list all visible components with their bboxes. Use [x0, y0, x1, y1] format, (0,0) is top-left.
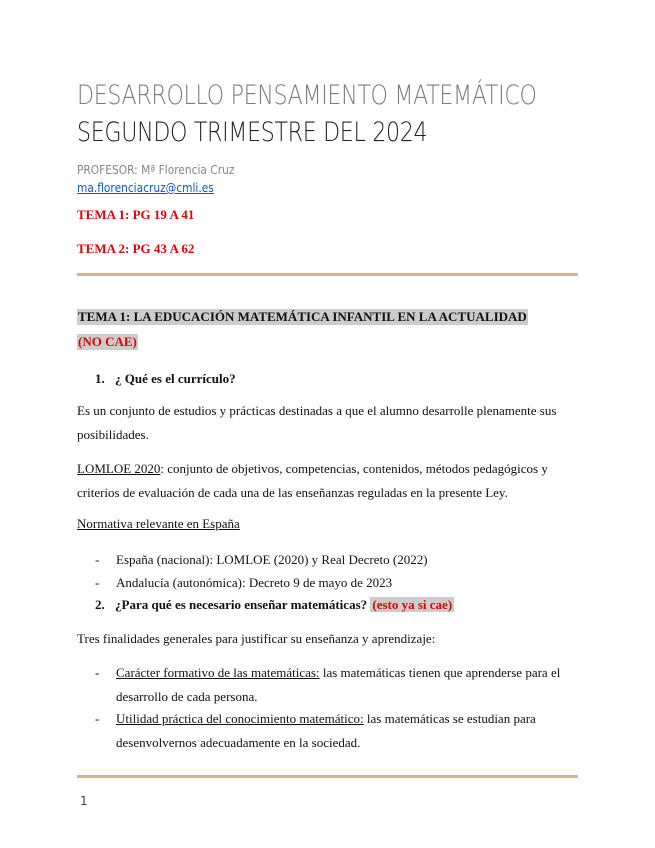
professor-email-link[interactable]: ma.florenciacruz@cmli.es — [77, 180, 214, 195]
finalidad-term: Utilidad práctica del conocimiento matemático: — [116, 711, 364, 726]
tema2-pages: TEMA 2: PG 43 A 62 — [77, 241, 195, 256]
question-1 — [95, 371, 236, 387]
finalidades-intro: Tres finalidades generales para justificar su enseñanza y aprendizaje: — [77, 631, 436, 646]
lomloe-term: LOMLOE 2020 — [77, 461, 161, 476]
list-item-text: Andalucía (autonómica): Decreto 9 de mayo de 2023 — [116, 575, 393, 590]
professor-name: PROFESOR: Mª Florencia Cruz — [77, 162, 235, 177]
question-2 — [95, 597, 454, 613]
bullet-dash: - — [95, 575, 100, 590]
finalidad-text: las matemáticas tienen que aprenderse para el desarrollo de cada persona. — [116, 665, 561, 704]
finalidad-text: las matemáticas se estudian para desenvolvernos adecuadamente en la sociedad. — [116, 711, 536, 750]
document-title: DESARROLLO PENSAMIENTO MATEMÁTICO — [77, 80, 537, 111]
page-number: 1 — [80, 794, 88, 808]
question-1-number: 1. — [95, 371, 105, 386]
finalidad-term: Carácter formativo de las matemáticas: — [116, 665, 320, 680]
divider — [77, 273, 578, 276]
list-item — [95, 661, 575, 709]
question-2-badge: (esto ya si cae) — [372, 597, 453, 612]
bullet-dash: - — [95, 552, 100, 567]
list-item — [95, 548, 575, 572]
list-item-text — [116, 707, 575, 755]
list-item — [95, 707, 575, 755]
section-note: (NO CAE) — [78, 334, 137, 349]
question-2-text: ¿Para qué es necesario enseñar matemáticas? — [115, 597, 368, 612]
section-heading: TEMA 1: LA EDUCACIÓN MATEMÁTICA INFANTIL EN LA ACTUALIDAD — [78, 309, 527, 324]
tema1-pages: TEMA 1: PG 19 A 41 — [77, 207, 195, 222]
list-item-text — [116, 661, 575, 709]
question-2-number: 2. — [95, 597, 105, 612]
bullet-dash: - — [95, 711, 100, 726]
lomloe-text: : conjunto de objetivos, competencias, contenidos, métodos pedagógicos y criterios de evaluación de cada una de las enseñanzas reguladas en la presente Ley. — [77, 461, 548, 500]
document-subtitle: SEGUNDO TRIMESTRE DEL 2024 — [77, 117, 428, 148]
list-item — [95, 571, 575, 595]
list-item-text: España (nacional): LOMLOE (2020) y Real Decreto (2022) — [116, 552, 428, 567]
lomloe-definition — [77, 457, 577, 505]
normativa-heading: Normativa relevante en España — [77, 516, 240, 531]
bullet-dash: - — [95, 665, 100, 680]
question-1-text: ¿ Qué es el currículo? — [115, 371, 236, 386]
divider — [77, 775, 578, 778]
curriculum-definition: Es un conjunto de estudios y prácticas destinadas a que el alumno desarrolle plenamente sus posibilidades. — [77, 403, 557, 442]
